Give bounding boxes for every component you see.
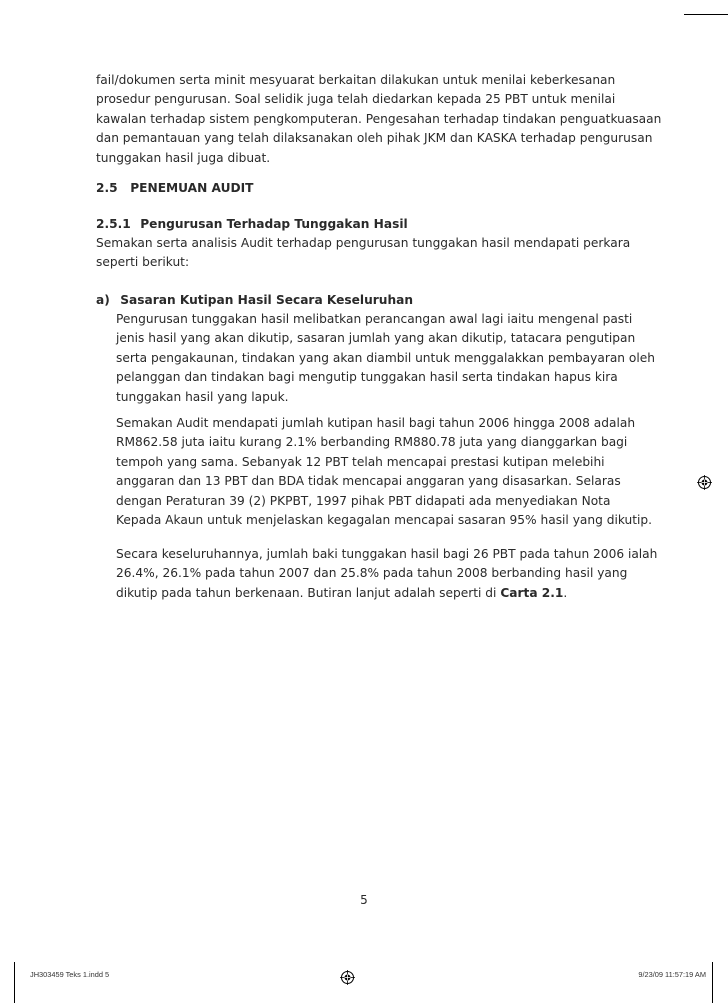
text-line-with-reference (116, 584, 599, 603)
section-heading-2-5 (96, 179, 253, 198)
text-line: serta pengakaunan, tindakan yang akan diambil untuk menggalakkan pembayaran oleh (116, 350, 655, 365)
text-line: Semakan serta analisis Audit terhadap pengurusan tunggakan hasil mendapati perkara (96, 236, 631, 250)
chart-reference: Carta 2.1 (500, 585, 564, 600)
subsection-intro-paragraph (96, 234, 631, 273)
text-line: seperti berikut: (96, 255, 190, 270)
text-line: tunggakan hasil juga dibuat. (96, 150, 271, 165)
slug-file-info: JH303459 Teks 1.indd 5 (30, 970, 110, 979)
text-line: Secara keseluruhannya, jumlah baki tunggakan hasil bagi 26 PBT pada tahun 2006 ialah (116, 547, 658, 561)
text-line: dan pemantauan yang telah dilaksanakan oleh pihak JKM dan KASKA terhadap pengurusan (96, 131, 653, 146)
item-a-paragraph-1 (116, 310, 655, 407)
item-marker: a) (96, 293, 110, 307)
section-title: PENEMUAN AUDIT (130, 181, 254, 195)
item-a-heading (96, 291, 413, 310)
item-title: Sasaran Kutipan Hasil Secara Keseluruhan (120, 293, 414, 307)
text-line: tempoh yang sama. Sebanyak 12 PBT telah mencapai prestasi kutipan melebihi (116, 454, 605, 469)
subsection-number: 2.5.1 (96, 217, 131, 231)
text-line: pelanggan dan tindakan bagi mengutip tunggakan hasil serta tindakan hapus kira (116, 370, 618, 385)
text-fragment: dikutip pada tahun berkenaan. Butiran lanjut adalah seperti di (116, 585, 501, 600)
slug-timestamp: 9/23/09 11:57:19 AM (638, 970, 706, 979)
text-line: RM862.58 juta iaitu kurang 2.1% berbanding RM880.78 juta yang dianggarkan bagi (116, 435, 628, 450)
item-a-paragraph-3 (116, 545, 658, 603)
crop-mark-bottom-right (712, 962, 713, 1003)
text-fragment: . (563, 585, 568, 600)
text-line: Pengurusan tunggakan hasil melibatkan perancangan awal lagi iaitu mengenal pasti (116, 312, 633, 326)
page-number: 5 (360, 893, 368, 907)
intro-paragraph (96, 71, 662, 168)
text-line: kawalan terhadap sistem pengkomputeran. Pengesahan terhadap tindakan penguatkuasaan (96, 111, 662, 126)
text-line: Semakan Audit mendapati jumlah kutipan hasil bagi tahun 2006 hingga 2008 adalah (116, 416, 636, 430)
text-line: fail/dokumen serta minit mesyuarat berkaitan dilakukan untuk menilai keberkesanan (96, 73, 616, 87)
registration-mark-icon (697, 475, 712, 490)
text-line: dengan Peraturan 39 (2) PKPBT, 1997 pihak PBT didapati ada menyediakan Nota (116, 493, 611, 508)
registration-mark-icon (340, 970, 355, 985)
text-line: tunggakan hasil yang lapuk. (116, 389, 289, 404)
crop-mark-bottom-left (14, 962, 15, 1003)
text-line: jenis hasil yang akan dikutip, sasaran jumlah yang akan dikutip, tatacara pengutipan (116, 331, 636, 346)
section-number: 2.5 (96, 181, 118, 195)
text-line: Kepada Akaun untuk menjelaskan kegagalan mencapai sasaran 95% hasil yang dikutip. (116, 513, 653, 528)
subsection-title: Pengurusan Terhadap Tunggakan Hasil (140, 217, 408, 231)
item-a-paragraph-2 (116, 414, 653, 530)
crop-mark-top-right (684, 14, 728, 15)
text-line: prosedur pengurusan. Soal selidik juga telah diedarkan kepada 25 PBT untuk menilai (96, 92, 616, 107)
subsection-heading-2-5-1 (96, 215, 408, 234)
text-line: 26.4%, 26.1% pada tahun 2007 dan 25.8% pada tahun 2008 berbanding hasil yang (116, 566, 628, 581)
text-line: anggaran dan 13 PBT dan BDA tidak mencapai anggaran yang disasarkan. Selaras (116, 474, 621, 489)
